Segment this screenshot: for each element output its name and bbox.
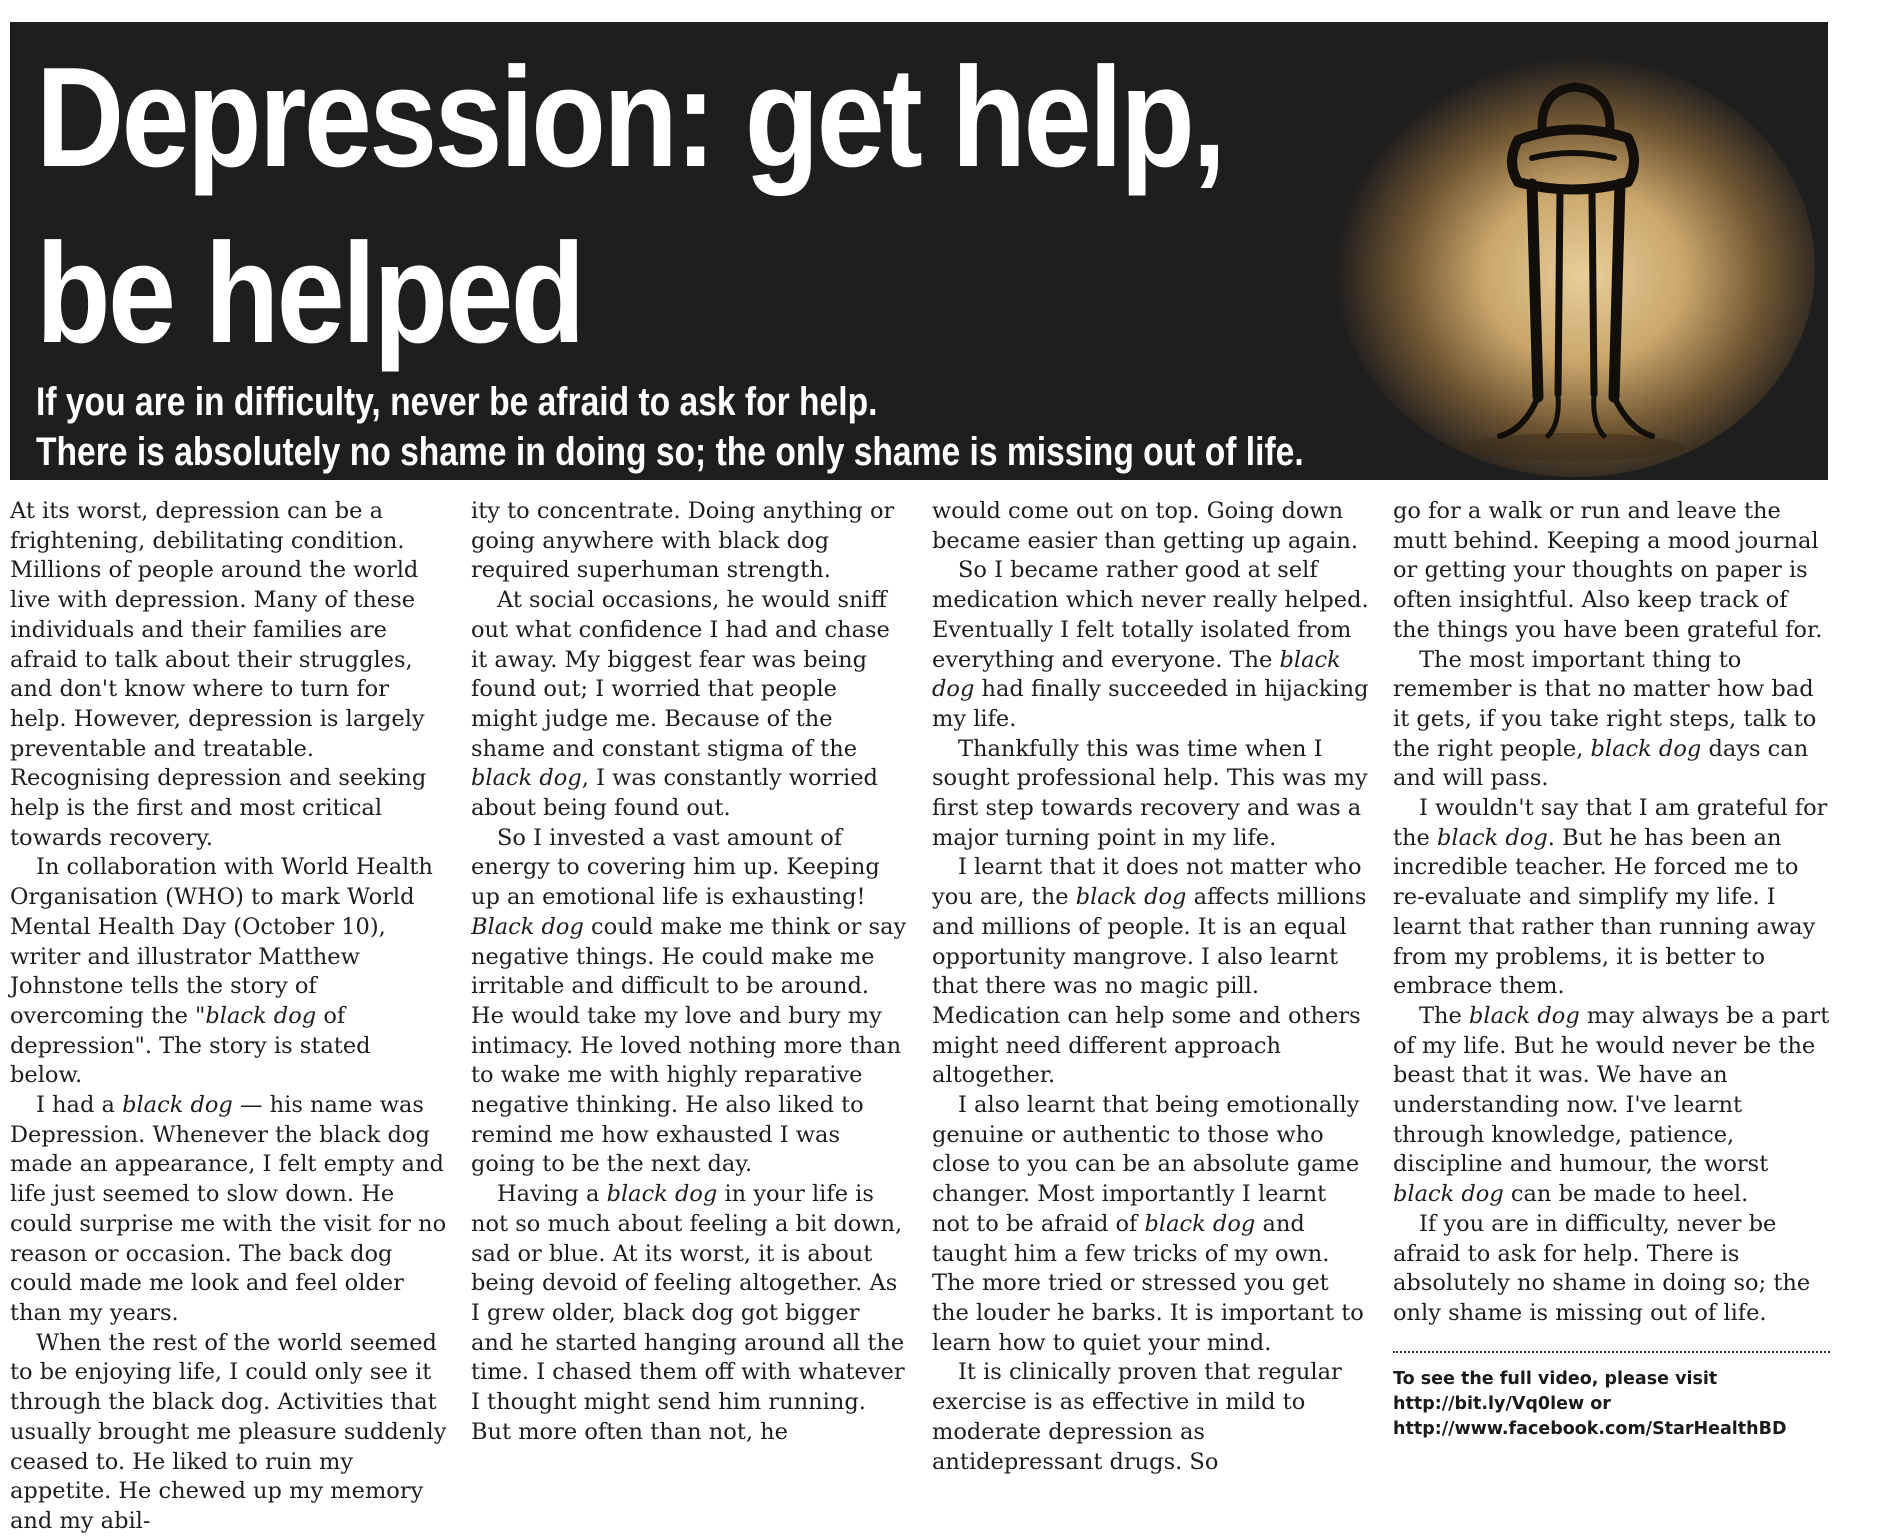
article-paragraph: [932, 853, 1369, 1091]
italic-phrase: black dog: [932, 646, 1341, 703]
article-paragraph: [932, 1091, 1369, 1358]
article-paragraph: [932, 1358, 1369, 1477]
article-paragraph: [10, 853, 447, 1091]
article-column: [932, 497, 1369, 1475]
article-paragraph: [1393, 1002, 1830, 1210]
text-run: So I invested a vast amount of energy to covering him up. Keeping up an emotional life is exhausting!: [471, 824, 880, 911]
article-paragraph: [1393, 497, 1830, 646]
article-column: [10, 497, 447, 1534]
article-paragraph: [471, 824, 908, 1180]
italic-phrase: black dog: [122, 1092, 233, 1119]
text-run: can be made to heel.: [1503, 1181, 1749, 1208]
text-run: , I was constantly worried about being found out.: [471, 765, 878, 822]
italic-phrase: black dog: [1393, 1181, 1504, 1208]
italic-phrase: black dog: [1437, 824, 1548, 851]
text-run: Thankfully this was time when I sought professional help. This was my first step towards recovery and was a major turning point in my life.: [932, 735, 1368, 851]
text-run: had finally succeeded in hijacking my life.: [932, 676, 1369, 732]
deck-line: There is absolutely no shame in doing so; the only shame is missing out of life.: [36, 430, 1304, 474]
text-run: I learnt that it does not matter who you are, the: [932, 854, 1362, 911]
text-run: go for a walk or run and leave the mutt behind. Keeping a mood journal or getting your thoughts on paper is often insightful. Also keep track of the things you have been grateful for.: [1393, 498, 1823, 643]
italic-phrase: black dog: [606, 1181, 718, 1208]
article-body: [10, 497, 1830, 1534]
video-credit: [1393, 1351, 1830, 1442]
text-run: I had a: [36, 1092, 123, 1119]
article-paragraph: [1393, 1210, 1830, 1329]
article-paragraph: [932, 556, 1369, 734]
credit-link[interactable]: http://bit.ly/Vq0lew or: [1393, 1393, 1611, 1414]
deck: [36, 377, 1304, 477]
text-run: in your life is not so much about feeling a bit down, sad or blue. At its worst, it is about being devoid of feeling altogether. As I grew older, black dog got bigger and he started hanging around all the time. I chased them off with whatever I thought might send him running. But more often than not, he: [471, 1181, 905, 1445]
text-run: of depression". The story is stated below.: [10, 1002, 371, 1089]
huddled-figure-icon: [1310, 32, 1820, 472]
article-paragraph: [932, 497, 1369, 556]
text-run: . But he has been an incredible teacher. He forced me to re-evaluate and simplify my life. I learnt that rather than running away from my problems, it is better to embrace them.: [1393, 824, 1816, 1000]
article-paragraph: [471, 586, 908, 824]
article-paragraph: [10, 1091, 447, 1329]
deck-line: If you are in difficulty, never be afraid to ask for help.: [36, 380, 878, 424]
headline: [36, 30, 1224, 382]
article-column: [1393, 497, 1830, 1439]
credit-link[interactable]: http://www.facebook.com/StarHealthBD: [1393, 1418, 1787, 1439]
headline-line: be helped: [36, 214, 583, 373]
header-banner: [10, 22, 1828, 480]
text-run: — his name was Depression. Whenever the black dog made an appearance, I felt empty and life just seemed to slow down. He could surprise me with the visit for no reason or occasion. The back dog could made me look and feel older than my years.: [10, 1092, 447, 1326]
article-paragraph: [471, 497, 908, 586]
italic-phrase: black dog: [205, 1002, 317, 1029]
text-run: Having a: [497, 1181, 607, 1208]
text-run: could make me think or say negative things. He could make me irritable and difficult to be around. He would take my love and bury my intimacy. He loved nothing more than to wake me with highly reparative negative thinking. He also liked to remind me how exhausted I was going to be the next day.: [471, 913, 907, 1178]
text-run: In collaboration with World Health Organisation (WHO) to mark World Mental Health Day (October 10), writer and illustrator Matthew Johnstone tells the story of overcoming the ": [10, 854, 433, 1029]
italic-phrase: black dog: [471, 765, 582, 792]
text-run: I also learnt that being emotionally genuine or authentic to those who close to you can be an absolute game changer. Most importantly I learnt not to be afraid of: [932, 1092, 1360, 1237]
text-run: affects millions and millions of people. It is an equal opportunity mangrove. I also learnt that there was no magic pill. Medication can help some and others might need different approach altogether.: [932, 884, 1367, 1089]
text-run: At social occasions, he would sniff out what confidence I had and chase it away. My biggest fear was being found out; I worried that people might judge me. Because of the shame and constant stigma of the: [471, 587, 890, 762]
credit-line: To see the full video, please visit: [1393, 1368, 1718, 1389]
text-run: If you are in difficulty, never be afraid to ask for help. There is absolutely no shame in doing so; the only shame is missing out of life.: [1393, 1210, 1811, 1326]
article-paragraph: [1393, 646, 1830, 795]
article-paragraph: [1393, 794, 1830, 1002]
article-paragraph: [932, 735, 1369, 854]
column-paragraphs: [1393, 497, 1830, 1329]
text-run: days can and will pass.: [1393, 735, 1809, 792]
article-paragraph: [10, 497, 447, 853]
text-run: and taught him a few tricks of my own. The more tried or stressed you get the louder he barks. It is important to learn how to quiet your mind.: [932, 1210, 1364, 1356]
article-paragraph: [471, 1180, 908, 1447]
text-run: So I became rather good at self medication which never really helped. Eventually I felt totally isolated from everything and everyone. The: [932, 557, 1369, 673]
italic-phrase: black dog: [1144, 1210, 1256, 1237]
text-run: ity to concentrate. Doing anything or going anywhere with black dog required superhuman strength.: [471, 498, 895, 584]
text-run: I wouldn't say that I am grateful for the: [1393, 795, 1828, 851]
article-paragraph: [10, 1329, 447, 1537]
text-run: would come out on top. Going down became easier than getting up again.: [932, 498, 1358, 554]
text-run: may always be a part of my life. But he would never be the beast that it was. We have an understanding now. I've learnt through knowledge, patience, discipline and humour, the worst: [1393, 1002, 1830, 1178]
article-column: [471, 497, 908, 1445]
text-run: The most important thing to remember is that no matter how bad it gets, if you take right steps, talk to the right people,: [1393, 646, 1817, 762]
italic-phrase: black dog: [1468, 1002, 1580, 1029]
text-run: When the rest of the world seemed to be enjoying life, I could only see it through the black dog. Activities that usually brought me pleasure suddenly ceased to. He liked to ruin my appetite. He chewed up my memory and my abil-: [10, 1329, 447, 1534]
italic-phrase: Black dog: [471, 913, 584, 940]
headline-line: Depression: get help,: [36, 38, 1224, 197]
italic-phrase: black dog: [1590, 735, 1702, 762]
text-run: It is clinically proven that regular exercise is as effective in mild to moderate depression as antidepressant drugs. So: [932, 1359, 1342, 1475]
italic-phrase: black dog: [1075, 884, 1187, 911]
text-run: At its worst, depression can be a frightening, debilitating condition. Millions of people around the world live with depression. Many of these individuals and their families are afraid to talk about their struggles, and don't know where to turn for help. However, depression is largely preventable and treatable. Recognising depression and seeking help is the first and most critical towards recovery.: [10, 498, 427, 851]
text-run: The: [1419, 1002, 1469, 1029]
